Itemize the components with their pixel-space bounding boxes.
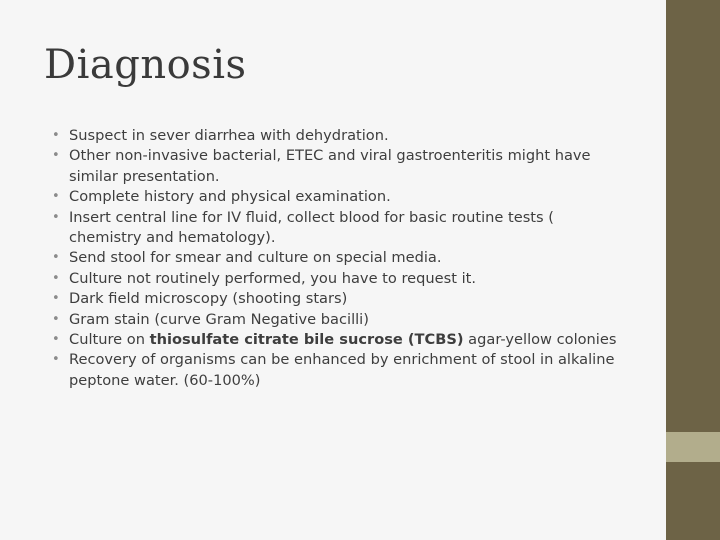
bullet-text: Other non-invasive bacterial, ETEC and viral gastroenteritis might have similar presentation.: [69, 147, 591, 185]
bullet-dot-icon: •: [52, 250, 60, 266]
bullet-item: [52, 330, 622, 350]
bullet-text: Complete history and physical examination.: [69, 188, 391, 206]
bullet-item: [52, 289, 622, 309]
slide-title: Diagnosis: [44, 42, 247, 88]
bullet-item: [52, 350, 622, 391]
bullet-dot-icon: •: [52, 352, 60, 368]
bullet-text: [69, 331, 616, 348]
bullet-text-before: Culture on: [69, 331, 150, 349]
bullet-item: [52, 208, 622, 249]
bullet-dot-icon: •: [52, 128, 60, 143]
bullet-dot-icon: •: [52, 209, 60, 225]
bullet-item: [52, 248, 622, 268]
bullet-item: [52, 269, 622, 289]
bullet-dot-icon: •: [52, 189, 60, 205]
bullet-text-after: agar-yellow colonies: [463, 331, 617, 349]
bullet-text: Dark field microscopy (shooting stars): [69, 290, 348, 308]
bullet-item: [52, 126, 622, 146]
bullet-text: Culture not routinely performed, you have to request it.: [69, 269, 476, 287]
bullet-list: [52, 126, 622, 391]
bullet-text: Gram stain (curve Gram Negative bacilli): [69, 310, 369, 328]
bullet-text-bold: thiosulfate citrate bile sucrose (TCBS): [149, 331, 464, 349]
bullet-item: [52, 310, 622, 330]
bullet-dot-icon: •: [52, 270, 60, 286]
bullet-dot-icon: •: [52, 148, 60, 164]
bullet-item: [52, 187, 622, 207]
bullet-item: [52, 146, 622, 187]
bullet-dot-icon: •: [52, 311, 60, 327]
bullet-text: Recovery of organisms can be enhanced by enrichment of stool in alkaline peptone water. (60-100%): [69, 351, 615, 389]
side-decor-accent: [666, 432, 720, 462]
bullet-dot-icon: •: [52, 332, 60, 348]
bullet-text: Send stool for smear and culture on special media.: [69, 249, 442, 267]
bullet-text: Insert central line for IV fluid, collect blood for basic routine tests ( chemistry and hematology).: [69, 208, 554, 247]
bullet-dot-icon: •: [52, 291, 60, 307]
bullet-text: Suspect in sever diarrhea with dehydration.: [69, 127, 389, 144]
